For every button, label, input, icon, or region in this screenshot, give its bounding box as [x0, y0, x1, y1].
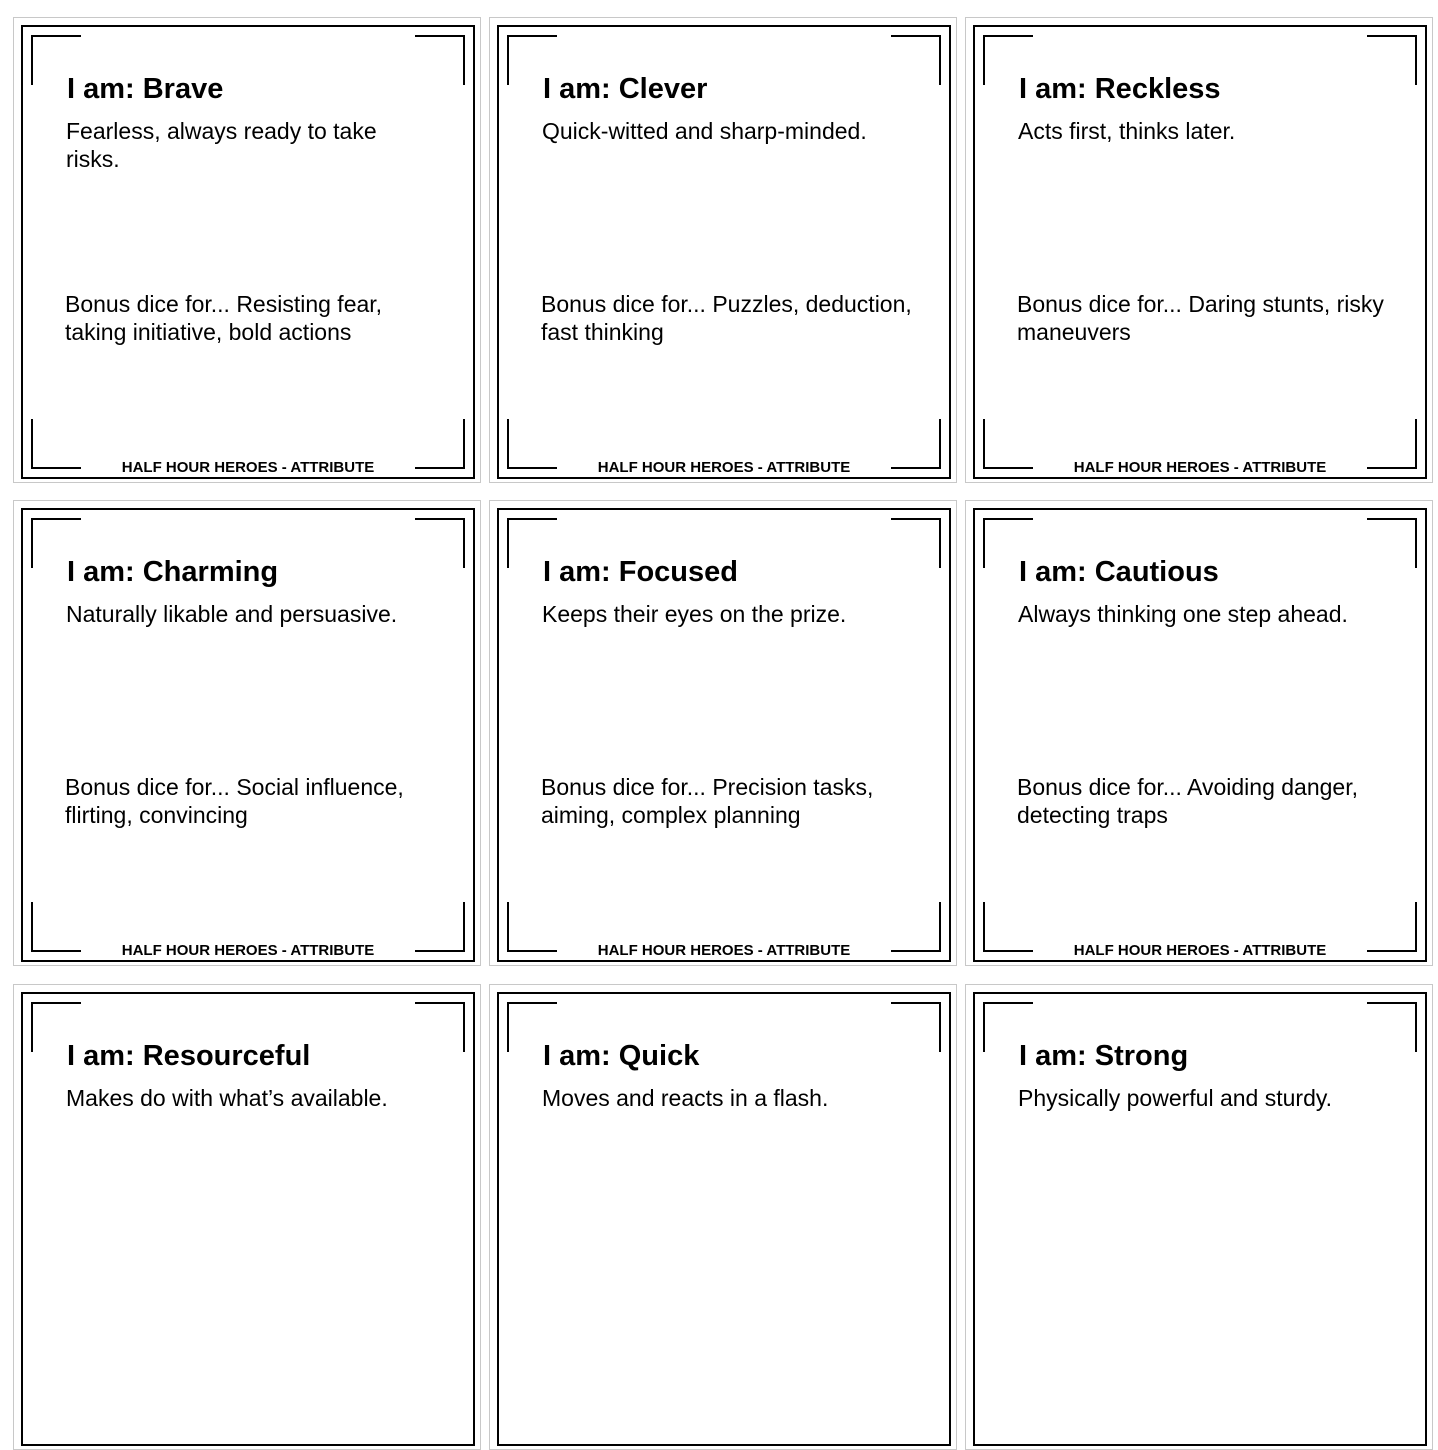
card-cell — [489, 984, 957, 1450]
card-bonus: Bonus dice for... Social influence, flirting, convincing — [65, 774, 404, 828]
corner-ornament — [891, 1002, 941, 1052]
corner-ornament — [1367, 35, 1417, 85]
card-description: Keeps their eyes on the prize. — [542, 601, 847, 627]
corner-ornament — [891, 518, 941, 568]
card-footer: HALF HOUR HEROES - ATTRIBUTE — [1073, 459, 1327, 476]
attribute-card — [973, 25, 1427, 479]
card-title: I am: Resourceful — [67, 1040, 311, 1072]
corner-ornament — [1367, 518, 1417, 568]
card-footer: HALF HOUR HEROES - ATTRIBUTE — [121, 459, 375, 476]
card-cell — [13, 17, 481, 483]
corner-ornament — [891, 35, 941, 85]
attribute-card — [21, 508, 475, 962]
card-bonus: Bonus dice for... Puzzles, deduction, fast thinking — [541, 291, 912, 345]
card-footer: HALF HOUR HEROES - ATTRIBUTE — [1073, 942, 1327, 959]
card-description: Moves and reacts in a flash. — [542, 1085, 829, 1111]
card-footer: HALF HOUR HEROES - ATTRIBUTE — [597, 942, 851, 959]
attribute-card — [497, 992, 951, 1446]
card-title: I am: Reckless — [1019, 73, 1221, 105]
card-bonus: Bonus dice for... Daring stunts, risky maneuvers — [1017, 291, 1384, 345]
card-description: Naturally likable and persuasive. — [66, 601, 398, 627]
card-footer: HALF HOUR HEROES - ATTRIBUTE — [121, 942, 375, 959]
attribute-card — [21, 25, 475, 479]
card-bonus: Bonus dice for... Resisting fear, taking initiative, bold actions — [65, 291, 383, 345]
card-title: I am: Focused — [543, 556, 738, 588]
card-bonus: Bonus dice for... Avoiding danger, detecting traps — [1017, 774, 1358, 828]
card-cell — [13, 500, 481, 966]
card-title: I am: Clever — [543, 73, 708, 105]
card-title: I am: Quick — [543, 1040, 700, 1072]
corner-ornament — [415, 35, 465, 85]
card-description: Always thinking one step ahead. — [1018, 601, 1348, 627]
card-cell — [965, 984, 1433, 1450]
card-title: I am: Cautious — [1019, 556, 1219, 588]
card-description: Quick-witted and sharp-minded. — [542, 118, 867, 144]
card-cell — [489, 17, 957, 483]
card-footer: HALF HOUR HEROES - ATTRIBUTE — [597, 459, 851, 476]
corner-ornament — [415, 518, 465, 568]
card-title: I am: Brave — [67, 73, 224, 105]
corner-ornament — [1367, 1002, 1417, 1052]
card-cell — [965, 500, 1433, 966]
card-cell — [489, 500, 957, 966]
card-description: Physically powerful and sturdy. — [1018, 1085, 1333, 1111]
card-title: I am: Charming — [67, 556, 279, 588]
card-bonus: Bonus dice for... Precision tasks, aiming, complex planning — [541, 774, 874, 828]
card-description: Fearless, always ready to take risks. — [66, 118, 377, 172]
attribute-card — [973, 992, 1427, 1446]
attribute-card — [497, 508, 951, 962]
card-description: Makes do with what’s available. — [66, 1085, 388, 1111]
corner-ornament — [415, 1002, 465, 1052]
attribute-card — [497, 25, 951, 479]
card-cell — [965, 17, 1433, 483]
card-description: Acts first, thinks later. — [1018, 118, 1236, 144]
attribute-card — [973, 508, 1427, 962]
card-title: I am: Strong — [1019, 1040, 1189, 1072]
card-cell — [13, 984, 481, 1450]
attribute-card — [21, 992, 475, 1446]
